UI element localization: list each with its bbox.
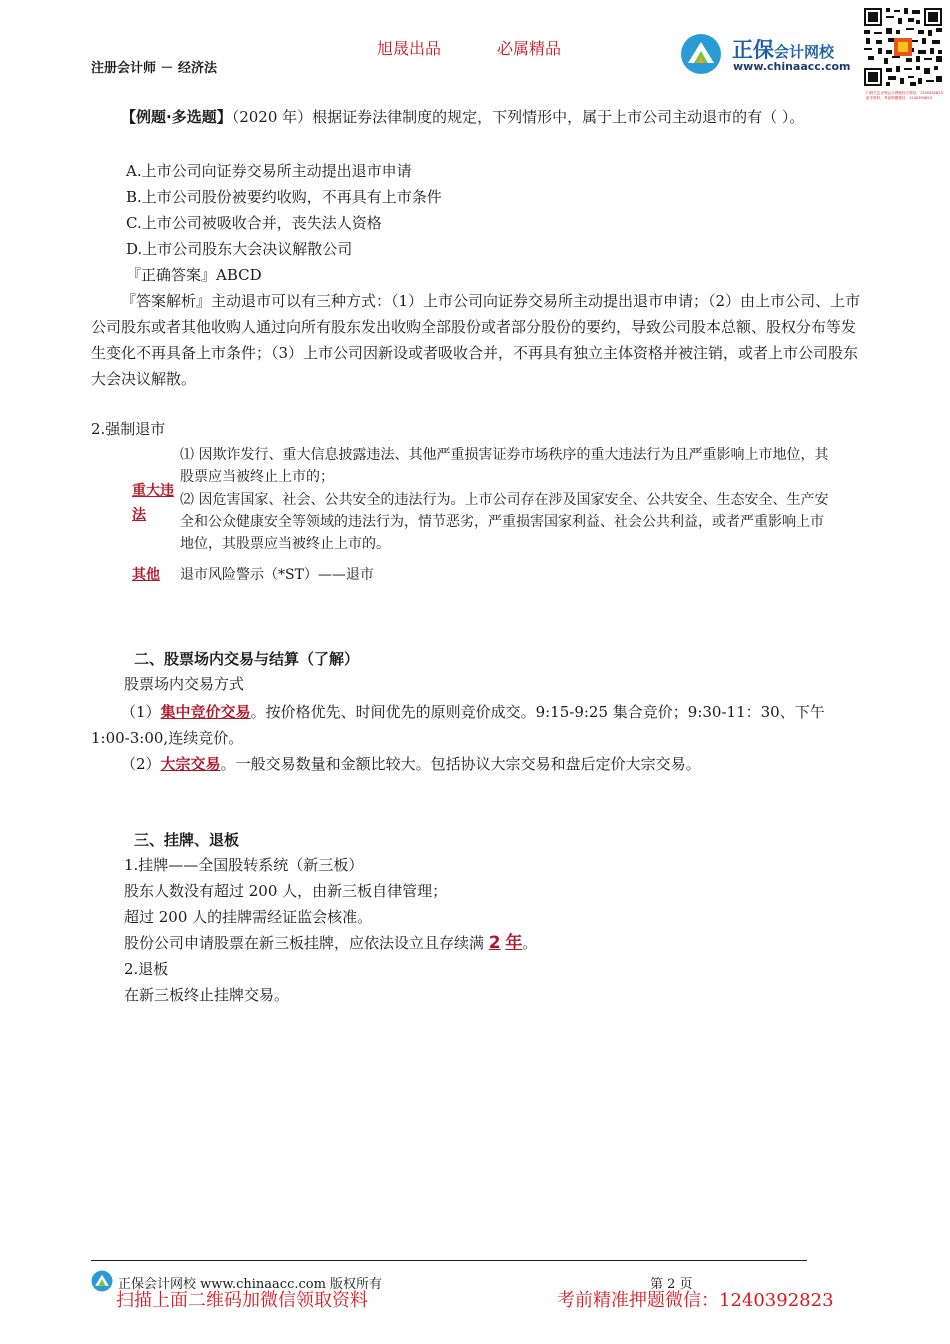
- delisting-board-heading: 2.退板: [124, 960, 169, 978]
- example-question-text: （2020 年）根据证券法律制度的规定，下列情形中，属于上市公司主动退市的有（ ）。: [231, 108, 805, 126]
- slogan-right: 必属精品: [497, 39, 562, 58]
- page-number: 第 2 页: [650, 1277, 693, 1292]
- qr-code-icon[interactable]: [862, 6, 944, 88]
- option-d: D.上市公司股东大会决议解散公司: [126, 240, 353, 258]
- answer-analysis: 『答案解析』主动退市可以有三种方式：（1）上市公司向证券交易所主动提出退市申请；（2）由上市公司、上市公司股东或者其他收购人通过向所有股东发出收购全部股份或者部分股份的要约，导致公司股本总额、股权分布等发生变化不再具备上市条件；（3）上市公司因新设或者吸收合并，不再具有独立主体资格并被注销，或者上市公司股东大会决议解散。: [91, 292, 861, 388]
- years-unit: 年: [505, 933, 523, 953]
- listing-line-2: 股东人数没有超过 200 人，由新三板自律管理；: [124, 882, 448, 900]
- promo-right: 考前精准押题微信：1240392823: [557, 1290, 834, 1311]
- keyword-centralized-bidding: 集中竞价交易: [160, 703, 251, 721]
- keyword-block-trading: 大宗交易: [160, 755, 221, 773]
- slogan-left: 旭晟出品: [377, 39, 442, 58]
- example-tag: 【例题·多选题】: [121, 108, 232, 126]
- section-3-heading: 三、挂牌、退板: [134, 831, 240, 849]
- forced-delisting-heading: 2.强制退市: [91, 420, 166, 438]
- example-question: [91, 104, 861, 130]
- listing-years-line: 股份公司申请股票在新三板挂牌，应依法设立且存续满 2 年。: [124, 933, 538, 953]
- section-2-heading: 二、股票场内交易与结算（了解）: [134, 650, 360, 668]
- option-c: C.上市公司被吸收合并，丧失法人资格: [126, 214, 382, 232]
- trading-method-2: （2）大宗交易。一般交易数量和金额比较大。包括协议大宗交易和盘后定价大宗交易。: [121, 755, 701, 773]
- option-a: A.上市公司向证券交易所主动提出退市申请: [126, 162, 412, 180]
- major-violation-item-2: ⑵ 因危害国家、社会、公共安全的违法行为。上市公司存在涉及国家安全、公共安全、生态安全、生产安全和公众健康安全等领域的违法行为，情节恶劣，严重损害国家利益、社会公共利益，或者严重影响上市地位，其股票应当被终止上市的。: [180, 492, 829, 552]
- section-2-subheading: 股票场内交易方式: [124, 675, 245, 693]
- years-number: 2: [488, 933, 501, 953]
- trading-method-1: （1）集中竞价交易。按价格优先、时间优先的原则竞价成交。9:15-9:25 集合竞价；9:30-11：30、下午 1:00-3:00,连续竞价。: [91, 703, 825, 747]
- delisting-board-text: 在新三板终止挂牌交易。: [124, 986, 290, 1004]
- footer-divider: [91, 1260, 807, 1261]
- qr-note: 扫码关注正保会计网校官方微信，1240392823 更多资料，考前押题微信：1240392823: [866, 91, 943, 100]
- label-major-violation: 重大违法: [132, 483, 174, 523]
- correct-answer: 『正确答案』ABCD: [126, 266, 262, 284]
- listing-line-1: 1.挂牌——全国股转系统（新三板）: [124, 856, 364, 874]
- chinaacc-logo-icon: [680, 33, 722, 75]
- logo-name: 正保会计网校: [732, 38, 835, 62]
- other-text: 退市风险警示（*ST）——退市: [180, 567, 374, 583]
- label-other: 其他: [132, 567, 160, 583]
- promo-left: 扫描上面二维码加微信领取资料: [116, 1290, 368, 1311]
- listing-line-3: 超过 200 人的挂牌需经证监会核准。: [124, 908, 373, 926]
- major-violation-item-1: ⑴ 因欺诈发行、重大信息披露违法、其他严重损害证券市场秩序的重大违法行为且严重影响上市地位，其股票应当被终止上市的；: [180, 447, 829, 485]
- course-title: 注册会计师 － 经济法: [91, 61, 218, 76]
- option-b: B.上市公司股份被要约收购，不再具有上市条件: [126, 188, 442, 206]
- footer-copyright: 正保会计网校 www.chinaacc.com 版权所有: [118, 1277, 383, 1292]
- logo-url: www.chinaacc.com: [733, 60, 851, 73]
- footer-logo-icon: [91, 1270, 113, 1292]
